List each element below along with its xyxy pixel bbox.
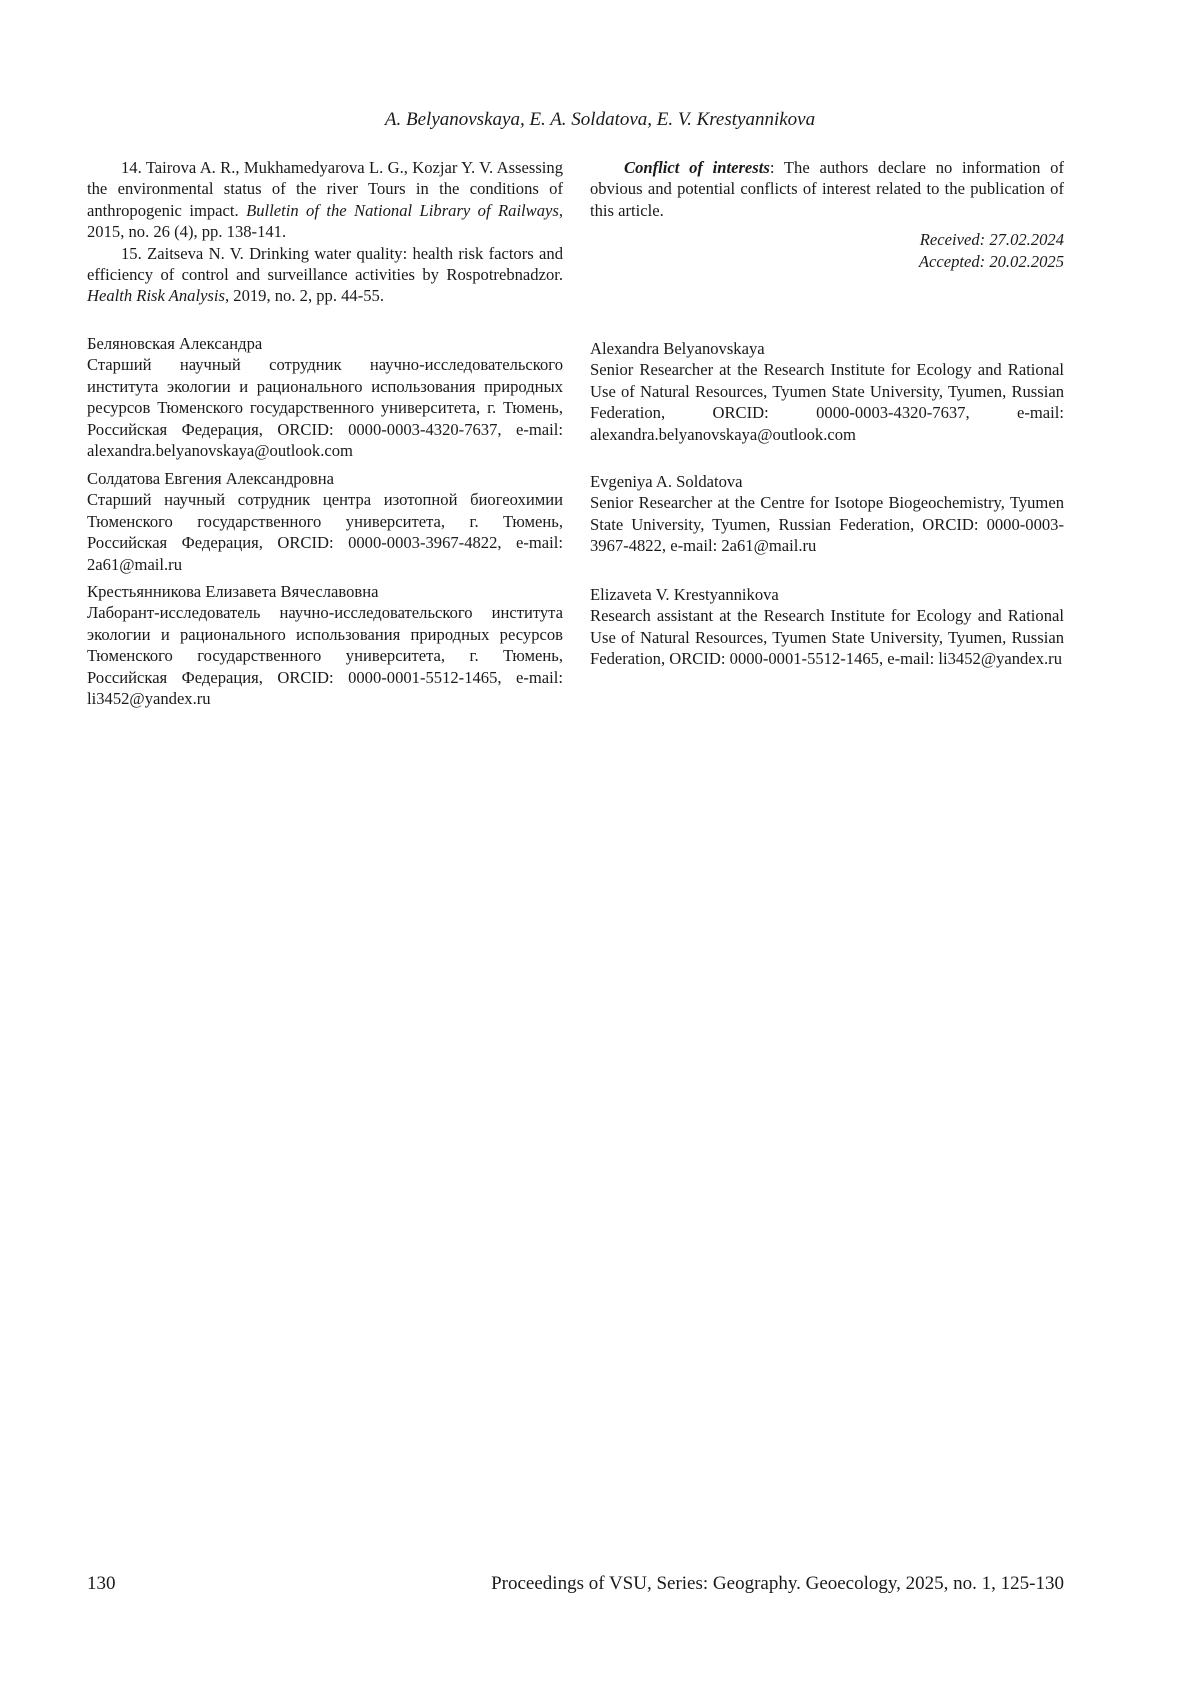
author-name: Evgeniya A. Soldatova: [590, 472, 743, 491]
journal-citation: Proceedings of VSU, Series: Geography. Geoecology, 2025, no. 1, 125-130: [491, 1573, 1064, 1594]
reference-source: Health Risk Analysis: [87, 286, 225, 306]
author-en-3: [590, 584, 1064, 670]
reference-item: [87, 243, 563, 307]
page-number: 130: [87, 1573, 116, 1594]
reference-details: , 2019, no. 2, pp. 44-55.: [224, 286, 384, 306]
article-dates: [590, 229, 1064, 272]
author-name: Alexandra Belyanovskaya: [590, 339, 765, 358]
references-list: [87, 157, 563, 307]
reference-authors: Zaitseva N. V. Drinking water quality: health risk factors and efficiency of control and surveillance activities by Rospotrebnadzor.: [87, 243, 563, 285]
author-description: Senior Researcher at the Centre for Isotope Biogeochemistry, Tyumen State University, Tyumen, Russian Federation, ORCID: 0000-0003-3967-4822, e-mail: 2a61@mail.ru: [590, 493, 1064, 556]
reference-details: , 2015, no. 26 (4), pp. 138-141.: [87, 200, 564, 242]
reference-source: Bulletin of the National Library of Railways: [246, 200, 559, 220]
reference-item: [87, 157, 563, 243]
author-en-1: [590, 338, 1064, 445]
author-name: Беляновская Александра: [87, 334, 263, 353]
conflict-text: : The authors declare no information of obvious and potential conflicts of interest related to the publication of this article.: [590, 158, 1064, 220]
reference-number: 15.: [121, 243, 142, 263]
author-description: Старший научный сотрудник научно-исследовательского института экологии и рационального использования природных ресурсов Тюменского государственного университета, г. Тюмень, Российская Федерация, ORCID: 0000-0003-4320-7637, e-mail: alexandra.belyanovskaya@outlook.com: [87, 355, 563, 461]
author-name: Солдатова Евгения Александровна: [87, 469, 334, 488]
author-ru-2: [87, 468, 563, 575]
author-en-2: [590, 471, 1064, 557]
accepted-date: Accepted: 20.02.2025: [918, 251, 1064, 271]
reference-authors: Tairova A. R., Mukhamedyarova L. G., Kozjar Y. V. Assessing the environmental status of the river Tours in the conditions of anthropogenic impact.: [87, 158, 563, 220]
author-description: Senior Researcher at the Research Institute for Ecology and Rational Use of Natural Resources, Tyumen State University, Tyumen, Russian Federation, ORCID: 0000-0003-4320-7637, e-mail: alexandra.belyanovskaya@outlook.com: [590, 360, 1064, 444]
author-description: Старший научный сотрудник центра изотопной биогеохимии Тюменского государственного университета, г. Тюмень, Российская Федерация, ORCID: 0000-0003-3967-4822, e-mail: 2a61@mail.ru: [87, 490, 563, 574]
received-date: Received: 27.02.2024: [919, 230, 1064, 250]
conflict-label: Conflict of interests: [624, 158, 770, 177]
author-description: Лаборант-исследователь научно-исследовательского института экологии и рационального использования природных ресурсов Тюменского государственного университета, г. Тюмень, Российская Федерация, ORCID: 0000-0001-5512-1465, e-mail: li3452@yandex.ru: [87, 603, 563, 709]
running-head: A. Belyanovskaya, E. A. Soldatova, E. V. Krestyannikova: [384, 109, 816, 130]
author-ru-1: [87, 333, 563, 461]
conflict-of-interests: [590, 157, 1064, 221]
reference-number: 14.: [121, 158, 142, 177]
conflict-section: [590, 157, 1064, 272]
author-name: Elizaveta V. Krestyannikova: [590, 585, 779, 604]
author-description: Research assistant at the Research Institute for Ecology and Rational Use of Natural Resources, Tyumen State University, Tyumen, Russian Federation, ORCID: 0000-0001-5512-1465, e-mail: li3452@yandex.ru: [590, 606, 1064, 669]
author-ru-3: [87, 581, 563, 709]
author-name: Крестьянникова Елизавета Вячеславовна: [87, 582, 379, 601]
